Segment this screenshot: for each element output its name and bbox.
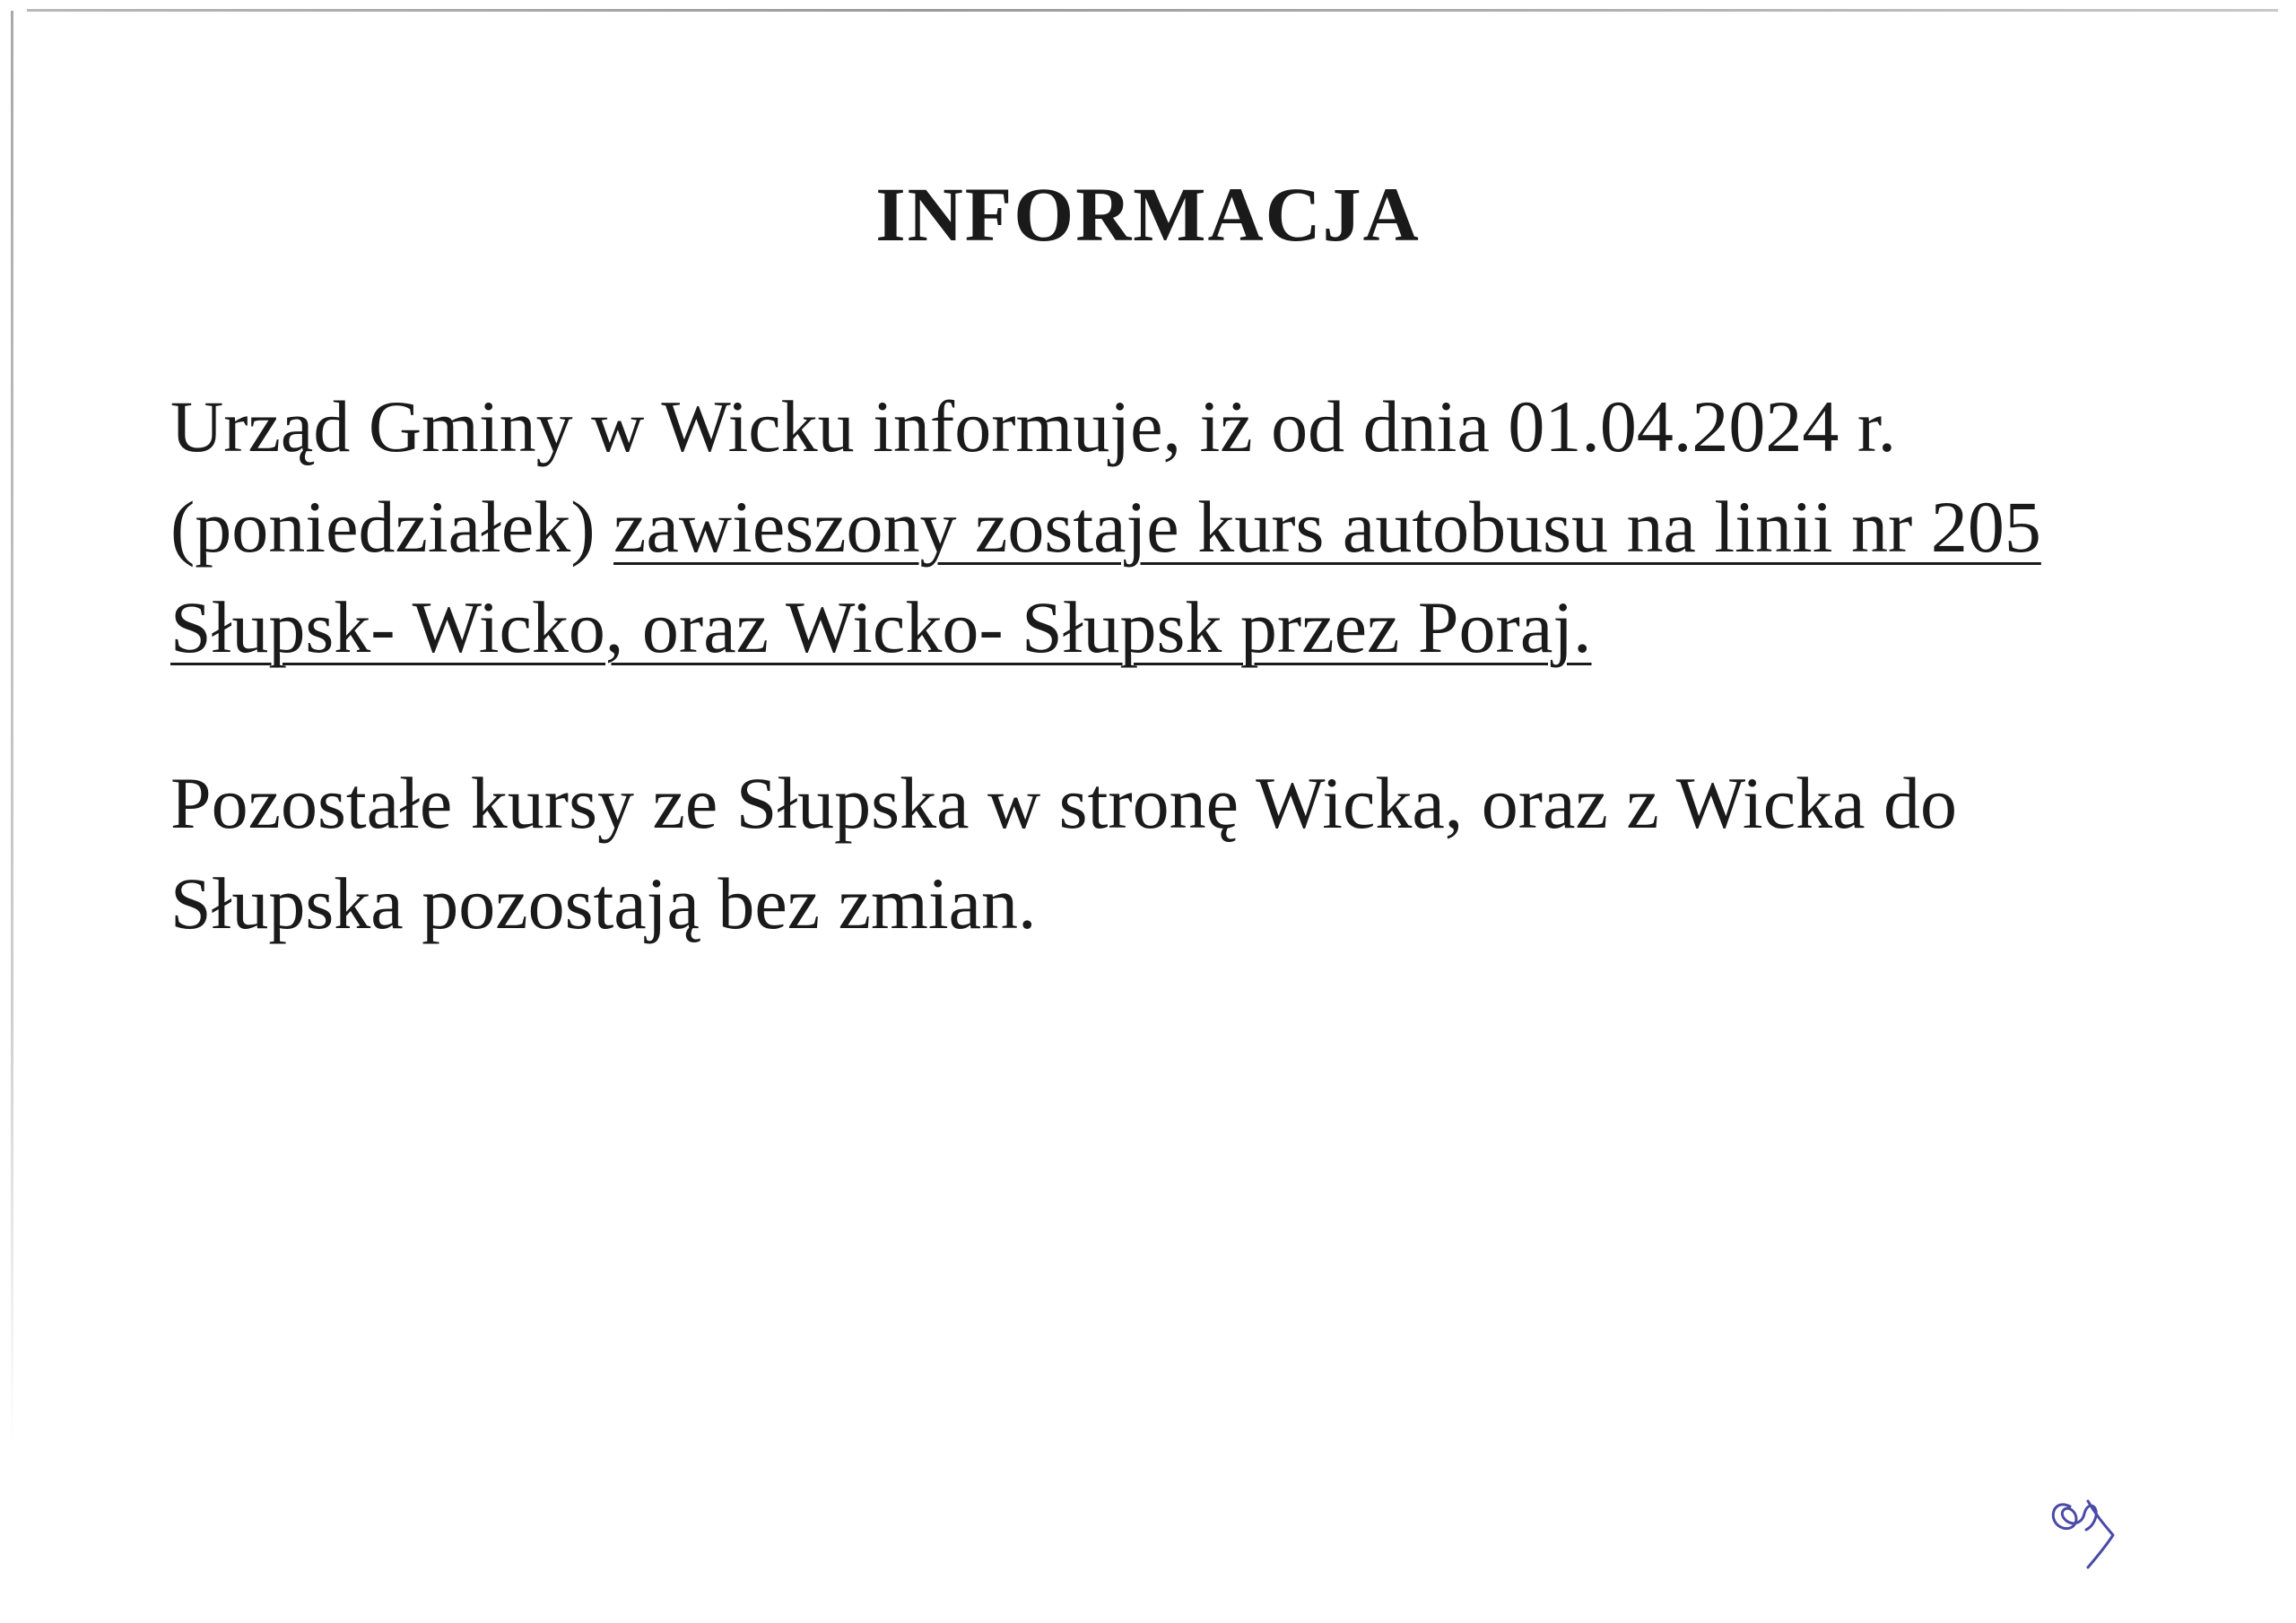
document-title: INFORMACJA [875, 171, 1421, 257]
announcement-paragraph [170, 377, 2197, 678]
remaining-routes-paragraph: Pozostałe kursy ze Słupska w stronę Wicka, oraz z Wicka do Słupska pozostają bez zmian. [170, 762, 1957, 944]
handwritten-initials-signature [2036, 1471, 2126, 1578]
scan-border-top [27, 9, 2278, 12]
announcement-intro: Urząd Gminy w Wicku informuje, iż od dnia 01.04.2024 r. (poniedziałek) [170, 386, 1897, 568]
suspension-notice: zawieszony zostaje kurs autobusu na linii nr 205 Słupsk- Wicko, oraz Wicko- Słupsk przez Poraj. [170, 486, 2041, 668]
